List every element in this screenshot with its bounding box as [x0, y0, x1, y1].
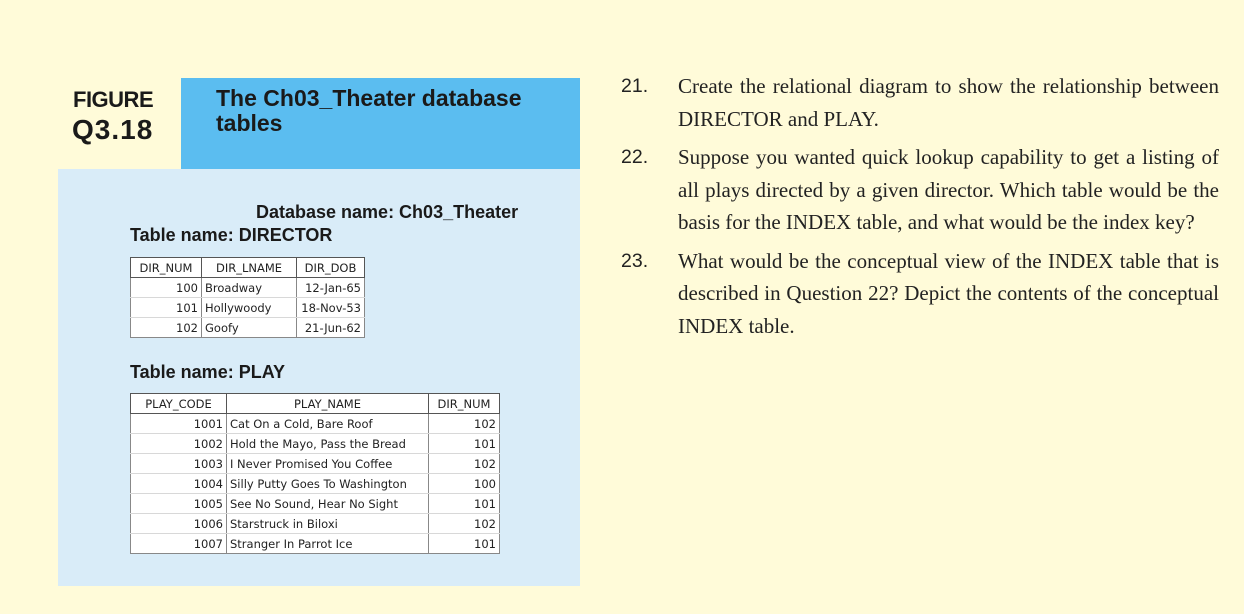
table-cell: 102 — [429, 454, 500, 474]
table-cell: 1003 — [131, 454, 227, 474]
question-text: What would be the conceptual view of the INDEX table that is described in Question 22? Depict the contents of the conceptual INDEX table. — [678, 248, 1219, 338]
question-text: Create the relational diagram to show the relationship between DIRECTOR and PLAY. — [678, 74, 1219, 131]
column-header: DIR_NUM — [429, 394, 500, 414]
table-cell: 100 — [429, 474, 500, 494]
table-cell: 102 — [429, 414, 500, 434]
figure-header — [58, 78, 580, 169]
figure-label: FIGURE — [73, 87, 154, 112]
column-header: DIR_DOB — [297, 258, 365, 278]
table-cell: 1006 — [131, 514, 227, 534]
question-number: 22. — [621, 146, 649, 168]
table-cell: See No Sound, Hear No Sight — [227, 494, 429, 514]
table-cell: 12-Jan-65 — [297, 278, 365, 298]
column-header: PLAY_NAME — [227, 394, 429, 414]
figure-title: The Ch03_Theater database tables — [216, 85, 522, 136]
table-row — [131, 298, 365, 318]
figure-number: Q3.18 — [72, 114, 154, 145]
question-list — [621, 70, 1219, 348]
table-row — [131, 414, 500, 434]
table-cell: Hollywoody — [202, 298, 297, 318]
table-row — [131, 434, 500, 454]
table-row — [131, 494, 500, 514]
column-header: PLAY_CODE — [131, 394, 227, 414]
table-row — [131, 454, 500, 474]
table-cell: 101 — [429, 534, 500, 554]
table-cell: 1007 — [131, 534, 227, 554]
table-cell: 102 — [429, 514, 500, 534]
table-row — [131, 474, 500, 494]
table-cell: Hold the Mayo, Pass the Bread — [227, 434, 429, 454]
column-header: DIR_LNAME — [202, 258, 297, 278]
table-cell: Broadway — [202, 278, 297, 298]
table-row — [131, 534, 500, 554]
table-cell: 21-Jun-62 — [297, 318, 365, 338]
table-cell: 1001 — [131, 414, 227, 434]
database-name: Database name: Ch03_Theater — [256, 202, 519, 222]
figure-panel — [58, 78, 580, 586]
table-cell: Silly Putty Goes To Washington — [227, 474, 429, 494]
play-table — [130, 393, 500, 554]
table-row — [131, 278, 365, 298]
table-cell: Goofy — [202, 318, 297, 338]
director-table-name: Table name: DIRECTOR — [130, 225, 333, 245]
table-cell: Stranger In Parrot Ice — [227, 534, 429, 554]
director-table — [130, 257, 365, 338]
column-header: DIR_NUM — [131, 258, 202, 278]
table-cell: 18-Nov-53 — [297, 298, 365, 318]
table-cell: I Never Promised You Coffee — [227, 454, 429, 474]
table-cell: 100 — [131, 278, 202, 298]
question-number: 23. — [621, 249, 649, 272]
table-cell: 101 — [429, 494, 500, 514]
question-number: 21. — [621, 75, 649, 97]
question-item — [621, 245, 1219, 343]
question-text: Suppose you wanted quick lookup capability to get a listing of all plays directed by a given director. Which table would be the basis for the INDEX table, and what would be the index key? — [678, 145, 1219, 234]
question-item — [621, 141, 1219, 239]
table-cell: 1005 — [131, 494, 227, 514]
play-table-name: Table name: PLAY — [130, 362, 286, 382]
table-cell: 102 — [131, 318, 202, 338]
table-cell: Starstruck in Biloxi — [227, 514, 429, 534]
table-row — [131, 318, 365, 338]
table-row — [131, 514, 500, 534]
table-cell: Cat On a Cold, Bare Roof — [227, 414, 429, 434]
table-cell: 1002 — [131, 434, 227, 454]
question-item — [621, 70, 1219, 135]
table-cell: 101 — [429, 434, 500, 454]
table-cell: 101 — [131, 298, 202, 318]
table-cell: 1004 — [131, 474, 227, 494]
